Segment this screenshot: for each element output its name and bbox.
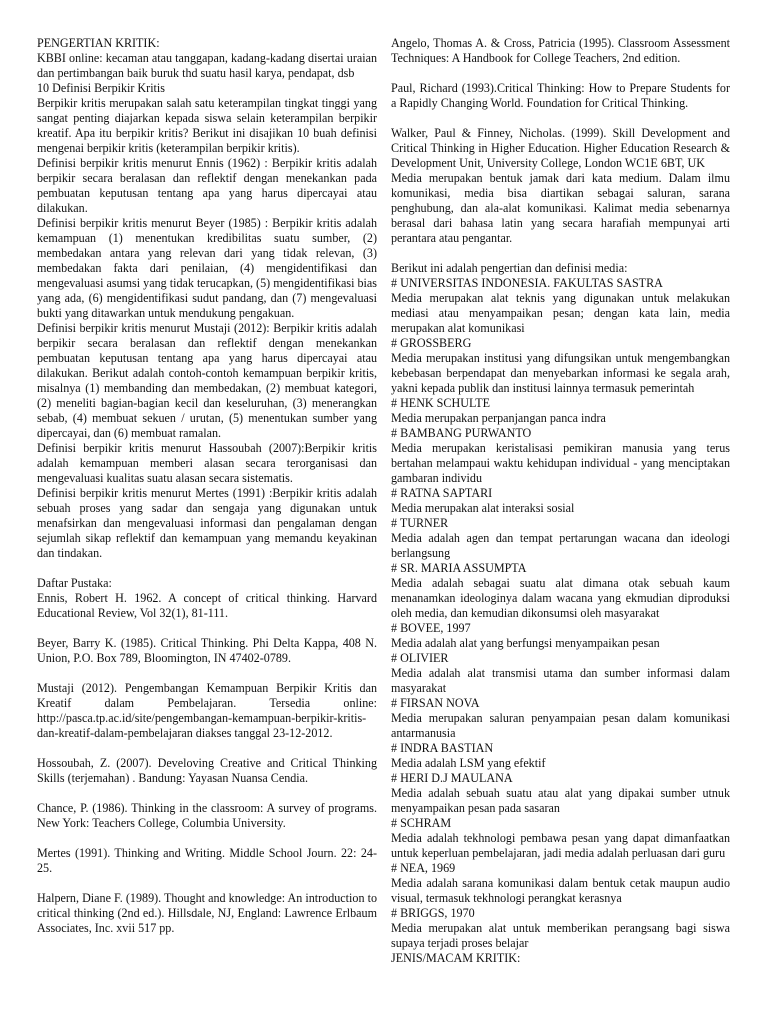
right-paragraph: # GROSSBERG [391,336,472,350]
right-paragraph: Media merupakan alat untuk memberikan perangsang bagi siswa supaya terjadi proses belajar [391,921,730,950]
left-paragraph: Definisi berpikir kritis menurut Mustaji (2012): Berpikir kritis adalah berpikir secara beralasan dan reflektif dengan menekankan pembuatan keputusan tentang apa yang harus dipercayai atau dilakukan. Berikut adalah contoh-contoh kemampuan berpikir kritis, misalnya (1) membanding dan membedakan, (2) membuat kategori, (2) meneliti bagian-bagian kecil dan keseluruhan, (3) menerangkan sebab, (4) membuat sekuen / urutan, (5) menentukan sumber yang dipercayai, dan (6) membuat ramalan. [37,321,377,440]
right-paragraph: Media merupakan saluran penyampaian pesan dalam komunikasi antarmanusia [391,711,730,740]
right-paragraph: # BAMBANG PURWANTO [391,426,532,440]
right-paragraph: Media adalah sebagai suatu alat dimana otak sebuah kaum menanamkan ideologinya dalam wacana yang ekmudian diproduksi oleh media, dan kemudian dikonsumsi oleh masyarakat [391,576,730,620]
right-paragraph: # INDRA BASTIAN [391,741,494,755]
right-paragraph: Media merupakan bentuk jamak dari kata medium. Dalam ilmu komunikasi, media bisa diartikan sebagai saluran, sarana penghubung, dan ala-alat komunikasi. Kalimat media sebenarnya berasal dari bahasa latin yang secara harafiah mempunyai arti perantara atau pengantar. [391,171,730,245]
left-paragraph: Halpern, Diane F. (1989). Thought and knowledge: An introduction to critical thinking (2nd ed.). Hillsdale, NJ, England: Lawrence Erlbaum Associates, Inc. xvii 517 pp. [37,891,377,935]
right-paragraph: # UNIVERSITAS INDONESIA. FAKULTAS SASTRA [391,276,663,290]
left-paragraph: Definisi berpikir kritis menurut Hassoubah (2007):Berpikir kritis adalah kemampuan memberi alasan secara terorganisasi dan mengevaluasi kualitas suatu alasan secara sistematis. [37,441,377,485]
right-paragraph: Media adalah LSM yang efektif [391,756,546,770]
left-paragraph: Berpikir kritis merupakan salah satu keterampilan tingkat tinggi yang sangat penting diajarkan kepada siswa selain keterampilan berpikir kreatif. Apa itu berpikir kritis? Berikut ini disajikan 10 buah definisi mengenai berpikir kritis (keterampilan berpikir kritis). [37,96,377,155]
right-paragraph: Angelo, Thomas A. & Cross, Patricia (1995). Classroom Assessment Techniques: A Handbook for College Teachers, 2nd edition. [391,36,730,65]
left-paragraph: Definisi berpikir kritis menurut Beyer (1985) : Berpikir kritis adalah kemampuan (1) menentukan kredibilitas suatu sumber, (2) membedakan antara yang relevan dari yang tidak relevan, (3) membedakan fakta dari penilaian, (4) mengidentifikasi dan mengevaluasi asumsi yang tidak terucapkan, (5) mengidentifikasi bias yang ada, (6) mengidentifikasi sudut pandang, dan (7) mengevaluasi bukti yang ditawarkan untuk mendukung pengakuan. [37,216,377,320]
left-paragraph: Definisi berpikir kritis menurut Ennis (1962) : Berpikir kritis adalah berpikir secara beralasan dan reflektif dengan menekankan pada pembuatan keputusan tentang apa yang harus dipercayai atau dilakukan. [37,156,377,215]
right-paragraph: Paul, Richard (1993).Critical Thinking: How to Prepare Students for a Rapidly Changing World. Foundation for Critical Thinking. [391,81,730,110]
left-paragraph: Mustaji (2012). Pengembangan Kemampuan Berpikir Kritis dan Kreatif dalam Pembelajaran. Tersedia online: http://pasca.tp.ac.id/site/pengembangan-kemampuan-berpikir-kritis-dan-kreatif-dalam-pembelajaran diakses tanggal 23-12-2012. [37,681,377,740]
right-paragraph: Media adalah agen dan tempat pertarungan wacana dan ideologi berlangsung [391,531,730,560]
right-paragraph: Media merupakan keristalisasi pemikiran manusia yang terus bertahan melampaui waktu kehidupan individual - yang menciptakan gambaran individu [391,441,730,485]
right-paragraph: # BRIGGS, 1970 [391,906,475,920]
left-paragraph: Beyer, Barry K. (1985). Critical Thinking. Phi Delta Kappa, 408 N. Union, P.O. Box 789, Bloomington, IN 47402-0789. [37,636,377,665]
right-column [391,36,730,966]
right-paragraph: # HERI D.J MAULANA [391,771,513,785]
right-paragraph: Media adalah tekhnologi pembawa pesan yang dapat dimanfaatkan untuk keperluan pembelajaran, jadi media adalah perluasan dari guru [391,831,730,860]
right-paragraph: # NEA, 1969 [391,861,456,875]
left-paragraph: PENGERTIAN KRITIK: [37,36,160,50]
left-paragraph: 10 Definisi Berpikir Kritis [37,81,165,95]
right-paragraph: Walker, Paul & Finney, Nicholas. (1999). Skill Development and Critical Thinking in Higher Education. Higher Education Research & Development Unit, University College, London WC1E 6BT, UK [391,126,730,170]
right-paragraph: Media merupakan alat teknis yang digunakan untuk melakukan mediasi atau menyampaikan pesan; dengan kata lain, media merupakan alat komunikasi [391,291,730,335]
right-paragraph: Media merupakan alat interaksi sosial [391,501,575,515]
right-paragraph: # SCHRAM [391,816,452,830]
left-paragraph: Mertes (1991). Thinking and Writing. Middle School Journ. 22: 24-25. [37,846,377,875]
right-paragraph: # HENK SCHULTE [391,396,490,410]
left-paragraph: KBBI online: kecaman atau tanggapan, kadang-kadang disertai uraian dan pertimbangan baik buruk thd suatu hasil karya, pendapat, dsb [37,51,377,80]
right-paragraph: Media adalah alat transmisi utama dan sumber informasi dalam masyarakat [391,666,730,695]
left-paragraph: Definisi berpikir kritis menurut Mertes (1991) :Berpikir kritis adalah sebuah proses yang sadar dan sengaja yang digunakan untuk menafsirkan dan mengevaluasi informasi dan pengalaman dengan sejumlah sikap reflektif dan kemampuan yang memandu keyakinan dan tindakan. [37,486,377,560]
right-paragraph: JENIS/MACAM KRITIK: [391,951,521,965]
right-paragraph: Media merupakan institusi yang difungsikan untuk mengembangkan kebebasan berpendapat dan menyebarkan informasi ke segala arah, yakni kepada publik dan institusi lainnya termasuk pemerintah [391,351,730,395]
right-paragraph: # SR. MARIA ASSUMPTA [391,561,527,575]
right-paragraph: Media merupakan perpanjangan panca indra [391,411,606,425]
left-paragraph: Daftar Pustaka: [37,576,112,590]
left-paragraph: Hossoubah, Z. (2007). Develoving Creative and Critical Thinking Skills (terjemahan) . Bandung: Yayasan Nuansa Cendia. [37,756,377,785]
right-paragraph: Media adalah sarana komunikasi dalam bentuk cetak maupun audio visual, termasuk tekhnologi perangkat kerasnya [391,876,730,905]
left-paragraph: Chance, P. (1986). Thinking in the classroom: A survey of programs. New York: Teachers College, Columbia University. [37,801,377,830]
right-paragraph: # RATNA SAPTARI [391,486,493,500]
right-paragraph: # OLIVIER [391,651,449,665]
right-paragraph: # BOVEE, 1997 [391,621,471,635]
right-paragraph: Media adalah sebuah suatu atau alat yang dipakai sumber utnuk menyampaikan pesan pada sasaran [391,786,730,815]
right-paragraph: # FIRSAN NOVA [391,696,480,710]
right-paragraph: # TURNER [391,516,449,530]
right-paragraph: Media adalah alat yang berfungsi menyampaikan pesan [391,636,660,650]
right-paragraph: Berikut ini adalah pengertian dan definisi media: [391,261,628,275]
left-column [37,36,377,936]
left-paragraph: Ennis, Robert H. 1962. A concept of critical thinking. Harvard Educational Review, Vol 32(1), 81-111. [37,591,377,620]
